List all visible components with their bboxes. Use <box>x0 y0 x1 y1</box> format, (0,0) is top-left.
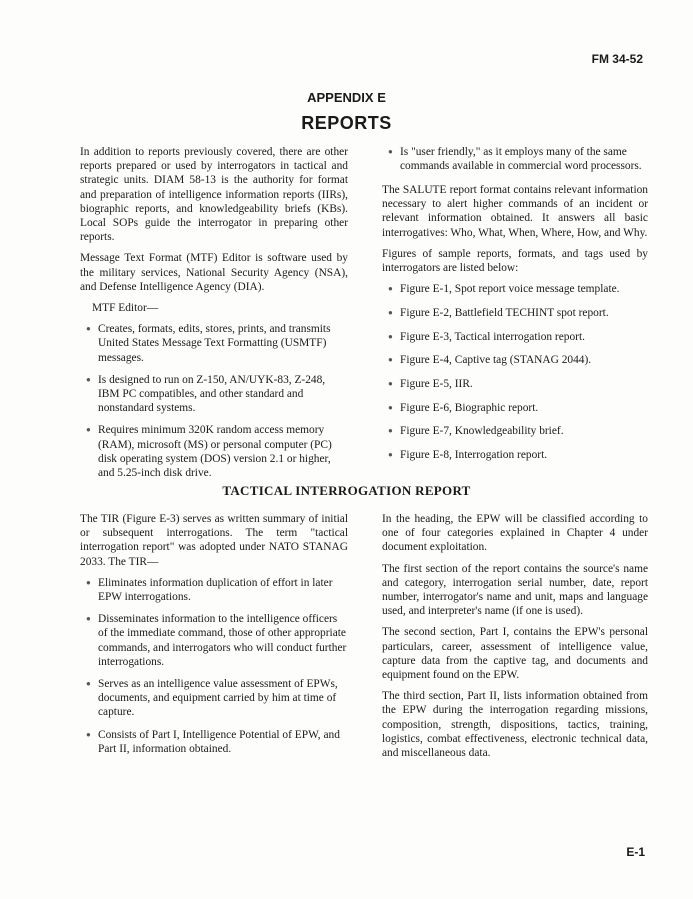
list-item: ● Eliminates information duplication of effort in later EPW interrogations. <box>80 576 348 604</box>
figure-item: ● Figure E-8, Interrogation report. <box>382 448 648 462</box>
figure-item: ● Figure E-4, Captive tag (STANAG 2044). <box>382 353 648 367</box>
tir-left-column <box>80 512 348 764</box>
figure-item: ● Figure E-2, Battlefield TECHINT spot report. <box>382 306 648 320</box>
tir-second-section-paragraph: The second section, Part I, contains the EPW's personal particulars, career, assessment of intelligence value, capture data from the captive tag, and documents and equipment found on the EPW. <box>382 626 648 682</box>
salute-paragraph: The SALUTE report format contains relevant information necessary to alert higher commands of an incident or relevant information obtained. It answers all basic interrogatives: Who, What, When, Where, How, and Why. <box>382 183 648 239</box>
figure-item: ● Figure E-7, Knowledgeability brief. <box>382 424 648 438</box>
tir-paragraph-1: The TIR (Figure E-3) serves as written summary of initial or subsequent interrogations. The term "tactical interrogation report" was adopted under NATO STANAG 2033. The TIR— <box>80 513 348 568</box>
list-item: ● Is designed to run on Z-150, AN/UYK-83, Z-248, IBM PC compatibles, and other standard and nonstandard systems. <box>80 373 348 416</box>
mtf-bullet-list-cont <box>382 145 648 173</box>
list-item: ● Consists of Part I, Intelligence Potential of EPW, and Part II, information obtained. <box>80 728 348 756</box>
list-item: ● Serves as an intelligence value assessment of EPWs, documents, and equipment carried by him at time of capture. <box>80 677 348 720</box>
intro-paragraph-1: In addition to reports previously covered, there are other reports prepared or used by interrogators in tactical and strategic units. DIAM 58-13 is the authority for format and preparation of intelligence information reports (IIRs), biographic reports, and knowledgeability briefs (KBs). Local SOPs guide the interrogator in preparing other reports. <box>80 146 348 244</box>
list-item: ● Requires minimum 320K random access memory (RAM), microsoft (MS) or personal computer (PC) disk operating system (DOS) version 2.1 or higher, and 5.25-inch disk drive. <box>80 423 348 480</box>
appendix-label: APPENDIX E <box>307 90 386 105</box>
tir-heading-paragraph: In the heading, the EPW will be classified according to one of four categories explained in Chapter 4 under document exploitation. <box>382 513 648 554</box>
list-item: ● Creates, formats, edits, stores, prints, and transmits United States Message Text Formatting (USMTF) messages. <box>80 322 348 365</box>
mtf-bullet-list <box>80 322 348 480</box>
list-item: ● Disseminates information to the intelligence officers of the immediate command, those of other appropriate commands, and interrogators who will conduct further interrogations. <box>80 612 348 669</box>
figure-item: ● Figure E-1, Spot report voice message template. <box>382 282 648 296</box>
tir-third-section-paragraph: The third section, Part II, lists information obtained from the EPW during the interrogation regarding missions, composition, strength, dispositions, tactics, training, logistics, combat effectiveness, electronic technical data, and miscellaneous data. <box>382 690 648 760</box>
section-heading: TACTICAL INTERROGATION REPORT <box>222 483 471 498</box>
figure-list <box>382 282 648 462</box>
figures-intro: Figures of sample reports, formats, and tags used by interrogators are listed below: <box>382 247 648 274</box>
tir-bullet-list <box>80 576 348 756</box>
tir-right-column <box>382 512 648 767</box>
list-item: ● Is "user friendly," as it employs many of the same commands available in commercial word processors. <box>382 145 648 173</box>
figure-item: ● Figure E-5, IIR. <box>382 377 648 391</box>
tir-first-section-paragraph: The first section of the report contains the source's name and category, interrogation serial number, date, report number, interrogator's name and unit, maps and language used, and interpreter's name (if one is used). <box>382 562 648 618</box>
page-title: REPORTS <box>301 113 392 133</box>
figure-item: ● Figure E-3, Tactical interrogation report. <box>382 330 648 344</box>
figures-column <box>382 145 648 472</box>
document-id: FM 34-52 <box>591 52 643 66</box>
intro-column <box>80 145 348 488</box>
mtf-editor-label: MTF Editor— <box>92 302 159 315</box>
page-number: E-1 <box>626 845 645 859</box>
figure-item: ● Figure E-6, Biographic report. <box>382 401 648 415</box>
intro-paragraph-2: Message Text Format (MTF) Editor is software used by the military services, National Security Agency (NSA), and Defense Intelligence Agency (DIA). <box>80 252 348 293</box>
